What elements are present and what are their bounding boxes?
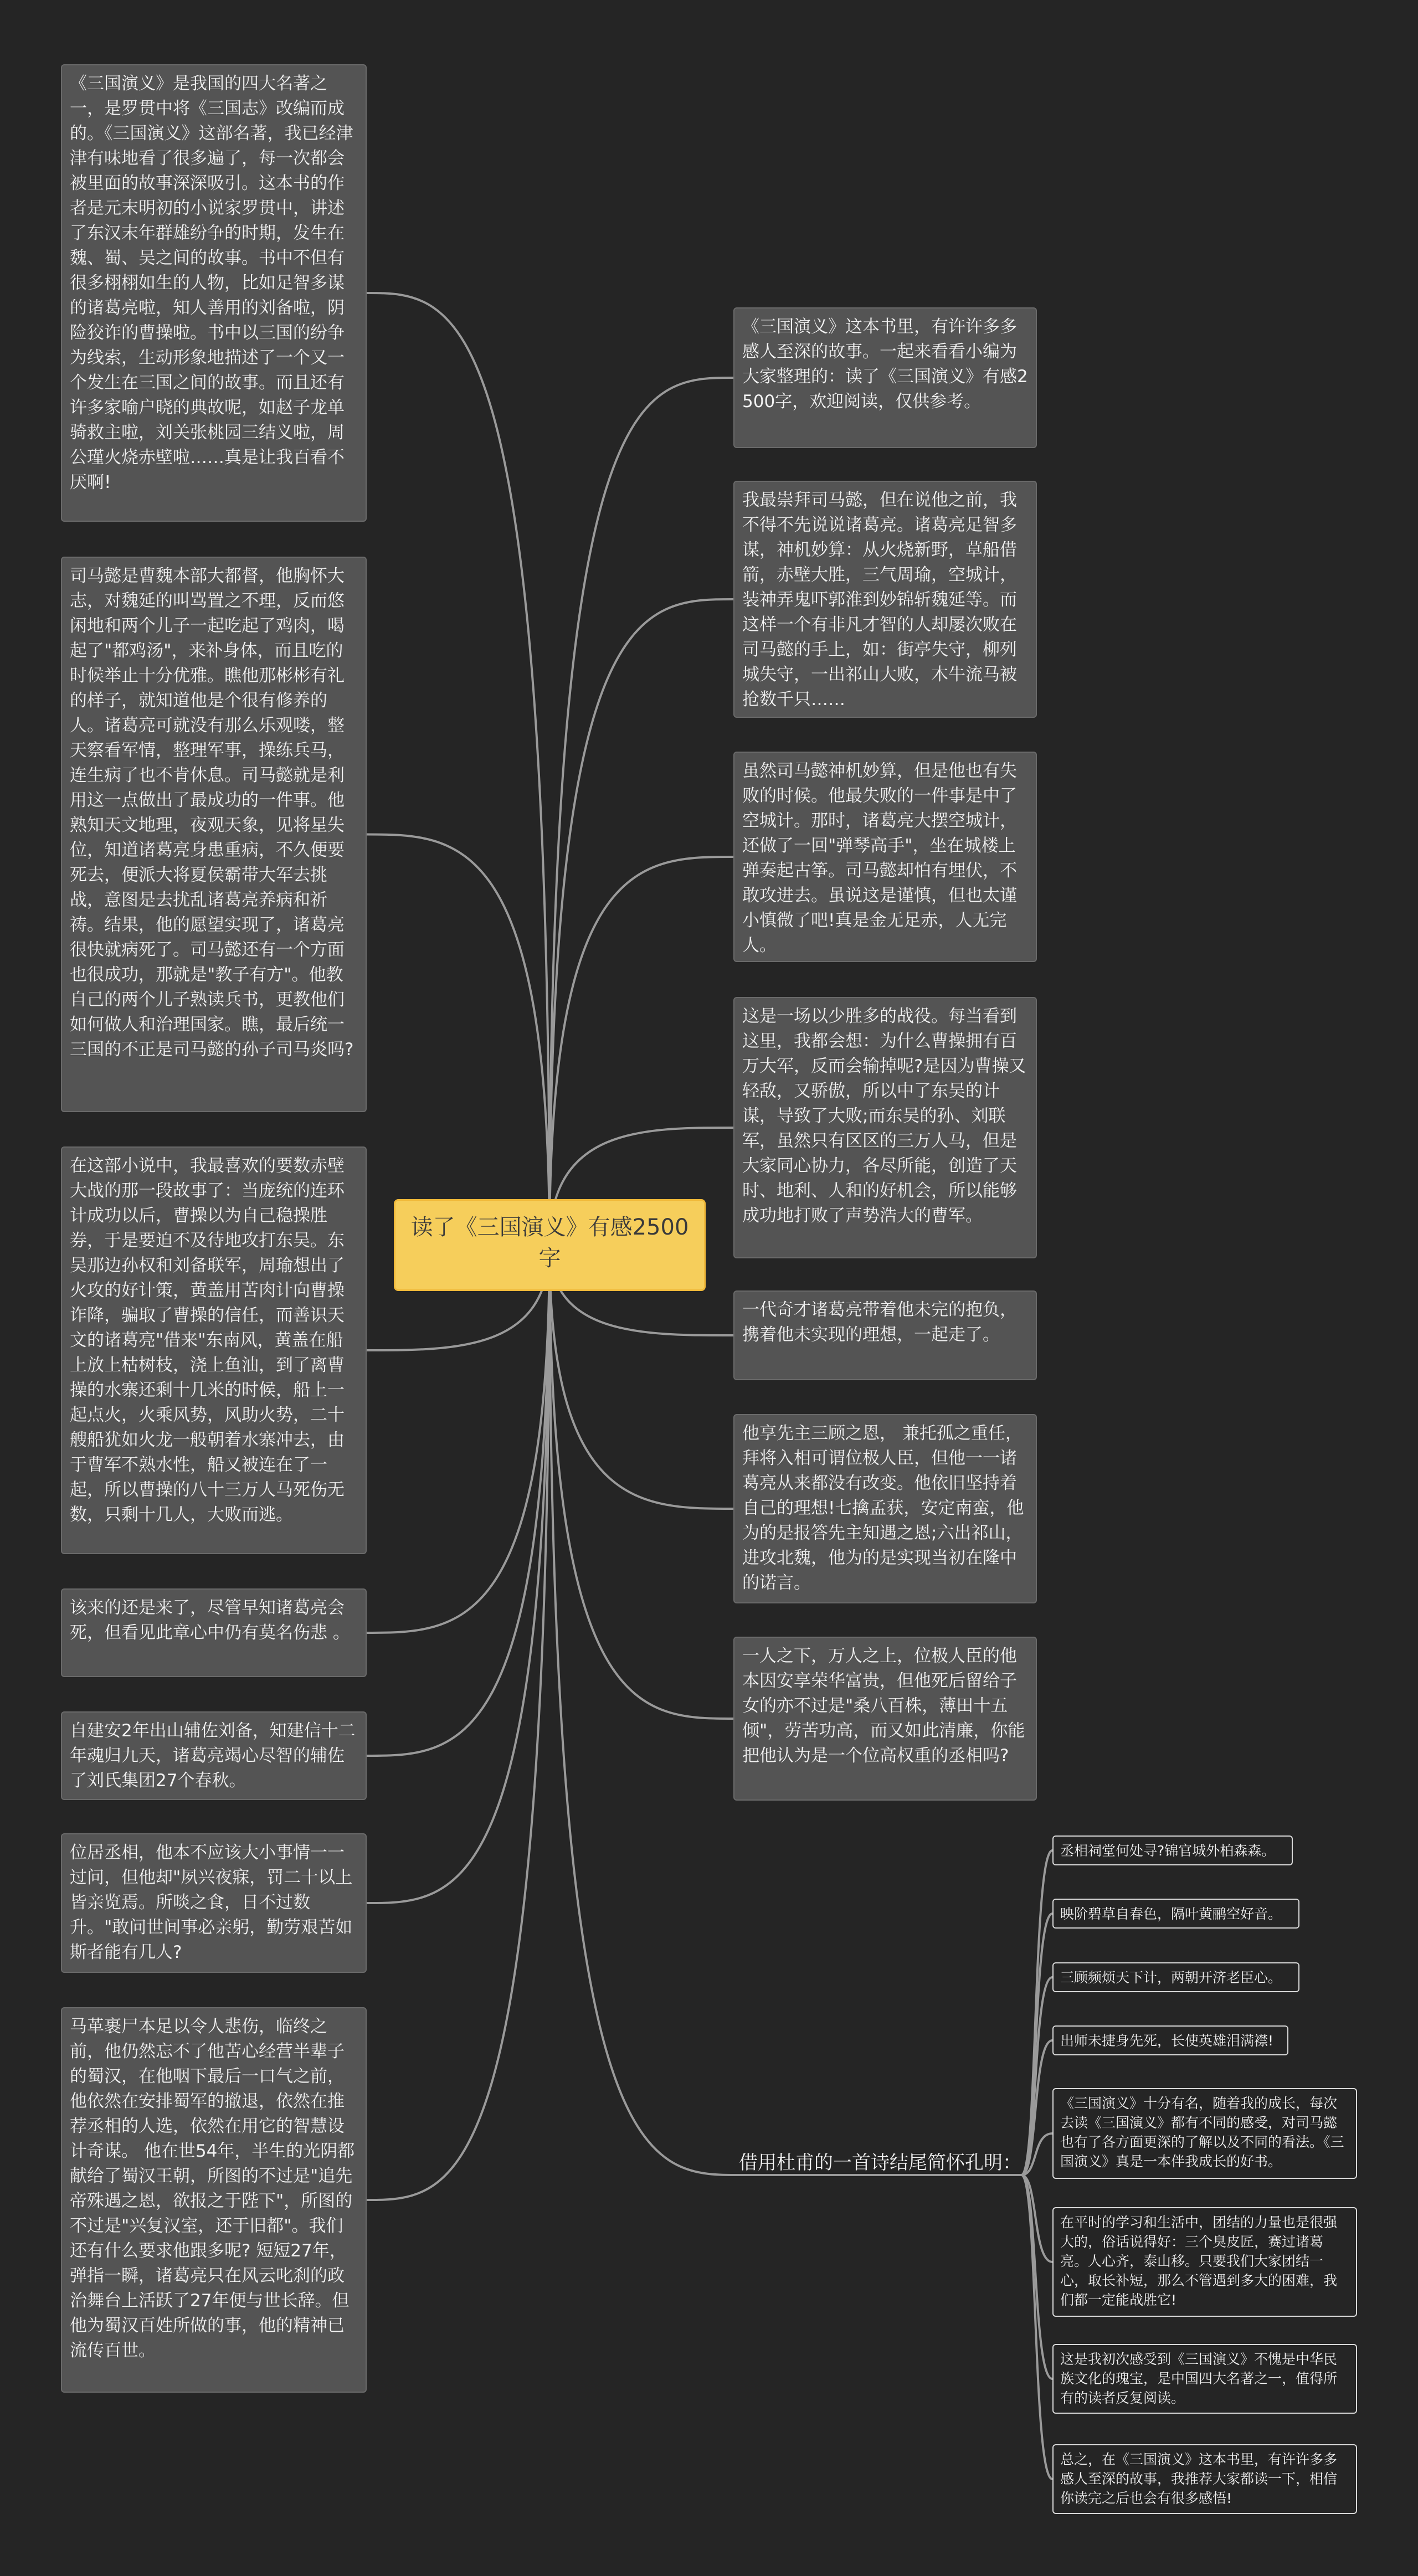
link-right-3 (549, 857, 733, 1245)
node-text: 《三国演义》这本书里，有许许多多感人至深的故事。一起来看看小编为大家整理的：读了《三国演义》有感2500字，欢迎阅读，仅供参考。 (742, 317, 1028, 412)
left-node-1[interactable] (61, 64, 367, 522)
link-left-7 (367, 1245, 549, 2200)
poem-hub-topic[interactable] (739, 2151, 1027, 2175)
leaf-text: 丞相祠堂何处寻?锦官城外柏森森。 (1060, 1843, 1276, 1859)
leaf-node-1[interactable] (1052, 1835, 1293, 1865)
leaf-text: 出师未捷身先死，长使英雄泪满襟! (1060, 2033, 1274, 2049)
link-left-1 (367, 293, 549, 1245)
link-left-2 (367, 835, 549, 1246)
leaf-text: 映阶碧草自春色，隔叶黄鹂空好音。 (1060, 1906, 1282, 1922)
left-node-4[interactable] (61, 1588, 367, 1677)
left-node-5[interactable] (61, 1711, 367, 1800)
leaf-node-8[interactable] (1052, 2444, 1357, 2514)
node-text: 位居丞相，他本不应该大小事情一一过问，但他却"夙兴夜寐，罚二十以上皆亲览焉。所啖之食，日不过数升。"敢问世间事必亲躬，勤劳艰苦如斯者能有几人? (70, 1843, 353, 1962)
node-text: 一代奇才诸葛亮带着他未完的抱负，携着他未实现的理想，一起走了。 (742, 1300, 1017, 1345)
leaf-node-3[interactable] (1052, 1962, 1299, 1992)
leaf-text: 《三国演义》十分有名，随着我的成长，每次去读《三国演义》都有不同的感受，对司马懿也有了各方面更深的了解以及不同的看法。《三国演义》真是一本伴我成长的好书。 (1060, 2095, 1344, 2169)
node-text: 《三国演义》是我国的四大名著之一，是罗贯中将《三国志》改编而成的。《三国演义》这部名著，我已经津津有味地看了很多遍了，每一次都会被里面的故事深深吸引。这本书的作者是元末明初的小说家罗贯中，讲述了东汉末年群雄纷争的时期，发生在魏、蜀、吴之间的故事。书中不但有很多栩栩如生的人物，比如足智多谋的诸葛亮啦，知人善用的刘备啦，阴险狡诈的曹操啦。书中以三国的纷争为线索，生动形象地描述了一个又一个发生在三国之间的故事。而且还有许多家喻户晓的典故呢，如赵子龙单骑救主啦，刘关张桃园三结义啦，周公瑾火烧赤壁啦……真是让我百看不厌啊! (70, 74, 353, 492)
leaf-node-4[interactable] (1052, 2025, 1288, 2055)
node-text: 一人之下，万人之上，位极人臣的他本因安享荣华富贵，但他死后留给子女的亦不过是"桑八百株，薄田十五倾"，劳苦功高，而又如此清廉，你能把他认为是一个位高权重的丞相吗? (742, 1646, 1025, 1766)
right-node-2[interactable] (733, 481, 1037, 718)
link-left-4 (367, 1245, 549, 1633)
node-text: 他享先主三顾之恩， 兼托孤之重任，拜将入相可谓位极人臣，但他一一诸葛亮从来都没有改变。他依旧坚持着自己的理想!七擒孟获，安定南蛮，他为的是报答先主知遇之恩;六出祁山，进攻北魏，他为的是实现当初在隆中的诺言。 (742, 1423, 1024, 1593)
node-text: 在这部小说中，我最喜欢的要数赤壁大战的那一段故事了：当庞统的连环计成功以后，曹操以为自己稳操胜券，于是要迫不及待地攻打东吴。东吴那边孙权和刘备联军，周瑜想出了火攻的好计策，黄盖用苦肉计向曹操诈降，骗取了曹操的信任，而善识天文的诸葛亮"借来"东南风，黄盖在船上放上枯树枝，浇上鱼油，到了离曹操的水寨还剩十几米的时候，船上一起点火，火乘风势，风助火势，二十艘船犹如火龙一般朝着水寨冲去，由于曹军不熟水性，船又被连在了一起，所以曹操的八十三万人马死伤无数，只剩十几人，大败而逃。 (70, 1156, 345, 1525)
leaf-node-5[interactable] (1052, 2088, 1357, 2179)
right-node-7[interactable] (733, 1637, 1037, 1801)
leaf-text: 这是我初次感受到《三国演义》不愧是中华民族文化的瑰宝，是中国四大名著之一，值得所有的读者反复阅读。 (1060, 2351, 1338, 2406)
right-node-5[interactable] (733, 1290, 1037, 1380)
node-text: 司马懿是曹魏本部大都督，他胸怀大志，对魏延的叫骂置之不理，反而悠闲地和两个儿子一起吃起了鸡肉，喝起了"都鸡汤"，来补身体，而且吃的时候举止十分优雅。瞧他那彬彬有礼的样子，就知道他是个很有修养的人。诸葛亮可就没有那么乐观喽，整天察看军情，整理军事，操练兵马，连生病了也不肯休息。司马懿就是利用这一点做出了最成功的一件事。他熟知天文地理，夜观天象，见将星失位，知道诸葛亮身患重病，不久便要死去，便派大将夏侯霸带大军去挑战，意图是去扰乱诸葛亮养病和祈祷。结果，他的愿望实现了，诸葛亮很快就病死了。司马懿还有一个方面也很成功，那就是"教子有方"。他教自己的两个儿子熟读兵书，更教他们如何做人和治理国家。瞧，最后统一三国的不正是司马懿的孙子司马炎吗? (70, 566, 354, 1060)
leaf-node-7[interactable] (1052, 2344, 1357, 2414)
node-text: 这是一场以少胜多的战役。每当看到这里，我都会想：为什么曹操拥有百万大军，反而会输掉呢?是因为曹操又轻敌，又骄傲，所以中了东吴的计谋，导致了大败;而东吴的孙、刘联军，虽然只有区区的三万人马，但是大家同心协力，各尽所能，创造了天时、地利、人和的好机会，所以能够成功地打败了声势浩大的曹军。 (742, 1006, 1026, 1226)
node-text: 虽然司马懿神机妙算，但是他也有失败的时候。他最失败的一件事是中了空城计。那时，诸葛亮大摆空城计，还做了一回"弹琴高手"，坐在城楼上弹奏起古筝。司马懿却怕有埋伏，不敢攻进去。虽说这是谨慎，但也太谨小慎微了吧!真是金无足赤，人无完人。 (742, 761, 1017, 955)
left-node-7[interactable] (61, 2007, 367, 2393)
right-node-1[interactable] (733, 307, 1037, 448)
link-hub (549, 1245, 739, 2175)
leaf-text: 三顾频烦天下计，两朝开济老臣心。 (1060, 1970, 1282, 1986)
link-left-5 (367, 1245, 549, 1756)
node-text: 我最崇拜司马懿，但在说他之前，我不得不先说说诸葛亮。诸葛亮足智多谋，神机妙算：从火烧新野，草船借箭，赤壁大胜，三气周瑜，空城计，装神弄鬼吓郭淮到妙锦斩魏延等。而这样一个有非凡才智的人却屡次败在司马懿的手上，如：街亭失守，柳列城失守，一出祁山大败，木牛流马被抢数千只…… (742, 490, 1017, 709)
root-topic-title: 读了《三国演义》有感2500字 (410, 1215, 689, 1271)
leaf-node-6[interactable] (1052, 2207, 1357, 2317)
left-node-3[interactable] (61, 1146, 367, 1554)
left-node-2[interactable] (61, 557, 367, 1112)
node-text: 自建安2年出山辅佐刘备，知建信十二年魂归九天，诸葛亮竭心尽智的辅佐了刘氏集团27个春秋。 (70, 1721, 356, 1791)
link-left-6 (367, 1245, 549, 1903)
link-right-7 (549, 1245, 733, 1719)
leaf-node-2[interactable] (1052, 1899, 1299, 1929)
left-node-6[interactable] (61, 1833, 367, 1973)
link-right-1 (549, 378, 733, 1245)
root-topic[interactable] (394, 1199, 706, 1291)
link-right-2 (549, 599, 733, 1245)
right-node-6[interactable] (733, 1414, 1037, 1603)
right-node-4[interactable] (733, 997, 1037, 1258)
hub-text: 借用杜甫的一首诗结尾简怀孔明： (739, 2152, 1021, 2174)
leaf-text: 总之，在《三国演义》这本书里，有许许多多感人至深的故事，我推荐大家都读一下，相信你读完之后也会有很多感悟! (1060, 2451, 1338, 2506)
node-text: 马革裹尸本足以令人悲伤，临终之前，他仍然忘不了他苦心经营半辈子的蜀汉，在他咽下最后一口气之前，他依然在安排蜀军的撤退，依然在推荐丞相的人选，依然在用它的智慧设计奇谋。 他在世54年，半生的光阴都献给了蜀汉王朝，所图的不过是"追先帝殊遇之恩，欲报之于陛下"，所图的不过是"兴复汉室，还于旧都"。我们还有什么要求他跟多呢? 短短27年，弹指一瞬，诸葛亮只在风云叱刹的政治舞台上活跃了27年便与世长辞。但他为蜀汉百姓所做的事，他的精神已流传百世。 (70, 2017, 355, 2361)
leaf-text: 在平时的学习和生活中，团结的力量也是很强大的，俗话说得好：三个臭皮匠，赛过诸葛亮。人心齐，泰山移。只要我们大家团结一心，取长补短，那么不管遇到多大的困难，我们都一定能战胜它! (1060, 2214, 1338, 2308)
right-node-3[interactable] (733, 752, 1037, 962)
node-text: 该来的还是来了，尽管早知诸葛亮会死，但看见此章心中仍有莫名伤悲 。 (70, 1598, 350, 1643)
